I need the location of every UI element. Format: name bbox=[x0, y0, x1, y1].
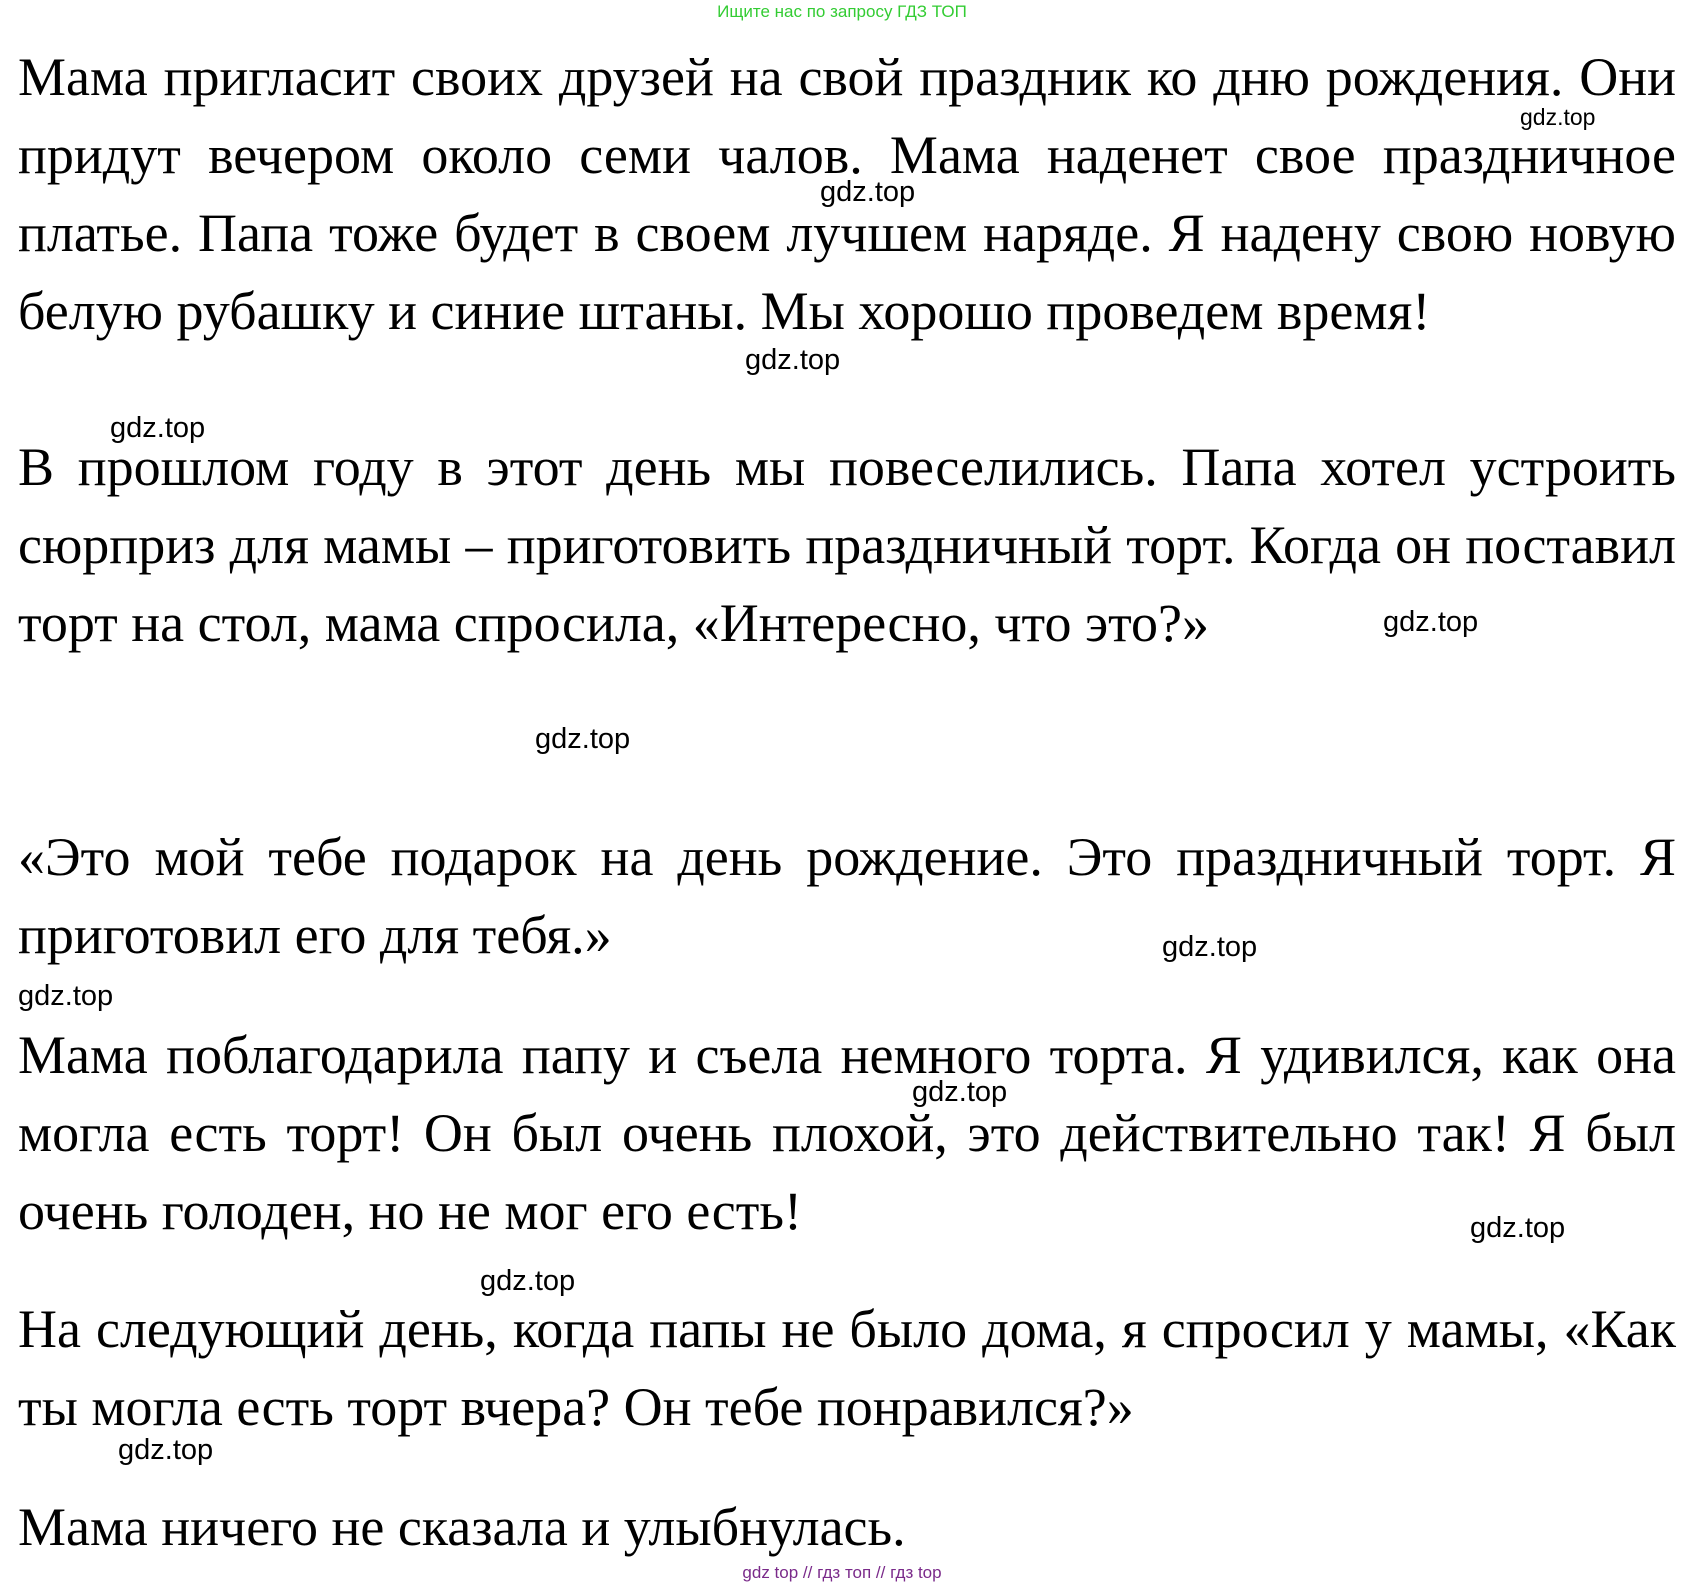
watermark: gdz.top bbox=[820, 176, 916, 208]
watermark: gdz.top bbox=[110, 412, 206, 444]
watermark: gdz.top bbox=[1383, 606, 1479, 638]
paragraph-6: Мама ничего не сказала и улыбнулась. bbox=[18, 1497, 906, 1557]
search-hint-banner: Ищите нас по запросу ГДЗ ТОП bbox=[717, 2, 967, 21]
watermark: gdz.top bbox=[1162, 931, 1258, 963]
watermark: gdz.top bbox=[1470, 1212, 1566, 1244]
watermark: gdz.top bbox=[480, 1265, 576, 1297]
paragraph-4: Мама поблагодарила папу и съела немного торта. Я удивился, как она могла есть торт! Он был очень плохой, это действительно так! Я был очень голоден, но не мог его есть! bbox=[18, 1025, 1676, 1241]
watermark: gdz.top bbox=[118, 1434, 214, 1466]
watermark: gdz.top bbox=[912, 1076, 1008, 1108]
paragraph-5: На следующий день, когда папы не было дома, я спросил у мамы, «Как ты могла есть торт вчера? Он тебе понравился?» bbox=[18, 1299, 1676, 1437]
paragraph-1: Мама пригласит своих друзей на свой праздник ко дню рождения. Они придут вечером около семи чалов. Мама наденет свое праздничное платье. Папа тоже будет в своем лучшем наряде. Я надену свою новую белую рубашку и синие штаны. Мы хорошо проведем время! bbox=[18, 47, 1676, 341]
watermark: gdz.top bbox=[1520, 104, 1596, 130]
footer-watermark: gdz top // гдз топ // гдз top bbox=[742, 1563, 942, 1582]
paragraph-2: В прошлом году в этот день мы повеселились. Папа хотел устроить сюрприз для мамы – приготовить праздничный торт. Когда он поставил торт на стол, мама спросила, «Интересно, что это?» bbox=[18, 437, 1676, 653]
watermark: gdz.top bbox=[745, 344, 841, 376]
watermark: gdz.top bbox=[18, 980, 114, 1012]
watermark: gdz.top bbox=[535, 723, 631, 755]
paragraph-3: «Это мой тебе подарок на день рождение. Это праздничный торт. Я приготовил его для тебя.» bbox=[18, 827, 1676, 965]
